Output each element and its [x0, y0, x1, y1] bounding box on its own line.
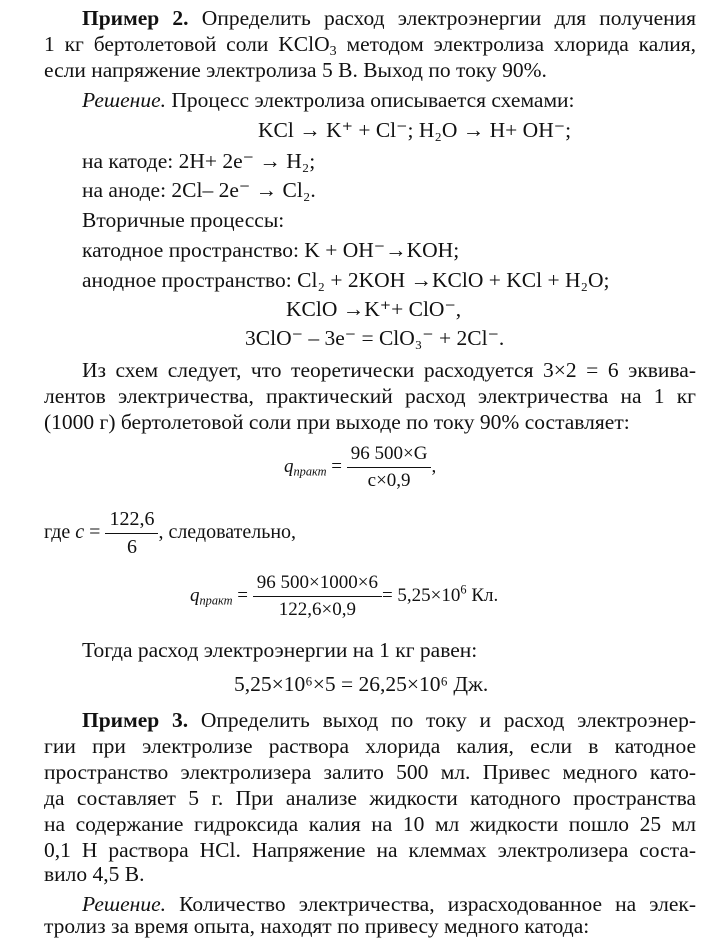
secondary-processes-heading: Вторичные процессы: — [82, 208, 285, 232]
paragraph-line-3: (1000 г) бертолетовой соли при выходе по току 90% составляет: — [44, 410, 630, 434]
energy-consumption-intro: Тогда расход электроэнергии на 1 кг равен: — [82, 638, 478, 662]
chlorate-formation: 3ClO⁻ – 3e⁻ = ClO₃⁻ + 2Cl⁻. — [245, 326, 505, 350]
example-3-line-6: 0,1 Н раствора HCl. Напряжение на клеммах электролизера соста- — [44, 838, 696, 862]
example-3-line-1: Пример 3. Определить выход по току и расход электроэнер- — [82, 708, 697, 732]
example-3-line-3: пространство электролизера залито 500 мл. Привес медного като- — [44, 760, 696, 784]
example-2-line-1: Пример 2. Определить расход электроэнергии для получения — [82, 6, 697, 30]
where-c-definition: где c = $\frac{122,6}{6}$ , следовательно, — [44, 508, 297, 558]
paragraph-line-2: лентов электричества, практический расход электричества на 1 кг — [44, 384, 696, 408]
solution-3-line-1: Решение. Количество электричества, израсходованное на элек- — [82, 892, 696, 916]
cathode-reaction: на катоде: 2H+ 2e⁻ → H₂; — [82, 149, 316, 173]
anode-reaction: на аноде: 2Cl– 2e⁻ → Cl₂. — [82, 178, 316, 202]
example-3-line-2: гии при электролизе раствора хлорида калия, если в катодное — [44, 734, 696, 758]
example-2-title: Пример 2. — [82, 6, 189, 30]
example-3-line-5: на содержание гидроксида калия на 10 мл жидкости пошло 25 мл — [44, 812, 696, 836]
solution-label: Решение. — [82, 88, 167, 112]
energy-consumption-calc: 5,25×10⁶×5 = 26,25×10⁶ Дж. — [234, 672, 489, 696]
example-2-line-3: если напряжение электролиза 5 В. Выход по току 90%. — [44, 58, 547, 82]
example-2-line-2: 1 кг бертолетовой соли KClO$_3$ методом электролиза хлорида калия, — [44, 32, 697, 60]
solution-3-label: Решение. — [82, 892, 167, 916]
example-3-line-7: вило 4,5 В. — [44, 862, 145, 886]
c-fraction: $\frac{122,6}{6}$ — [105, 508, 158, 559]
solution-3-line-2: тролиз за время опыта, находят по привесу медного катода: — [44, 914, 590, 938]
anode-space-reaction: анодное пространство: Cl₂ + 2KOH →KClO + KCl + H₂O; — [82, 268, 610, 292]
cathode-space-reaction: катодное пространство: K + OH⁻→KOH; — [82, 238, 460, 262]
formula-q-practical-computed: $q_{практ}$ = $\frac{96 500\times 1000\times 6}{122,6\times 0,9}$ = $5,25\times 10^6$ Кл. — [190, 572, 499, 620]
formula-1-fraction: $\frac{96 500\times G}{c\times 0,9}$ — [347, 443, 432, 492]
hypochlorite-dissociation: KClO →K⁺+ ClO⁻, — [286, 297, 462, 321]
solution-2-intro: Решение. Процесс электролиза описывается схемами: — [82, 88, 575, 112]
example-3-title: Пример 3. — [82, 708, 189, 732]
formula-q-practical: $q_{практ}$ = $\frac{96 500\times G}{c\times 0,9}$ , — [284, 443, 437, 491]
example-3-line-4: да составляет 5 г. При анализе жидкости катодного пространства — [44, 786, 696, 810]
formula-2-fraction: $\frac{96 500\times 1000\times 6}{122,6\times 0,9}$ — [253, 572, 382, 621]
electrolysis-scheme: KCl → K⁺ + Cl⁻; H₂O → H+ OH⁻; — [258, 118, 572, 142]
paragraph-line-1: Из схем следует, что теоретически расходуется 3×2 = 6 эквива- — [82, 358, 696, 382]
